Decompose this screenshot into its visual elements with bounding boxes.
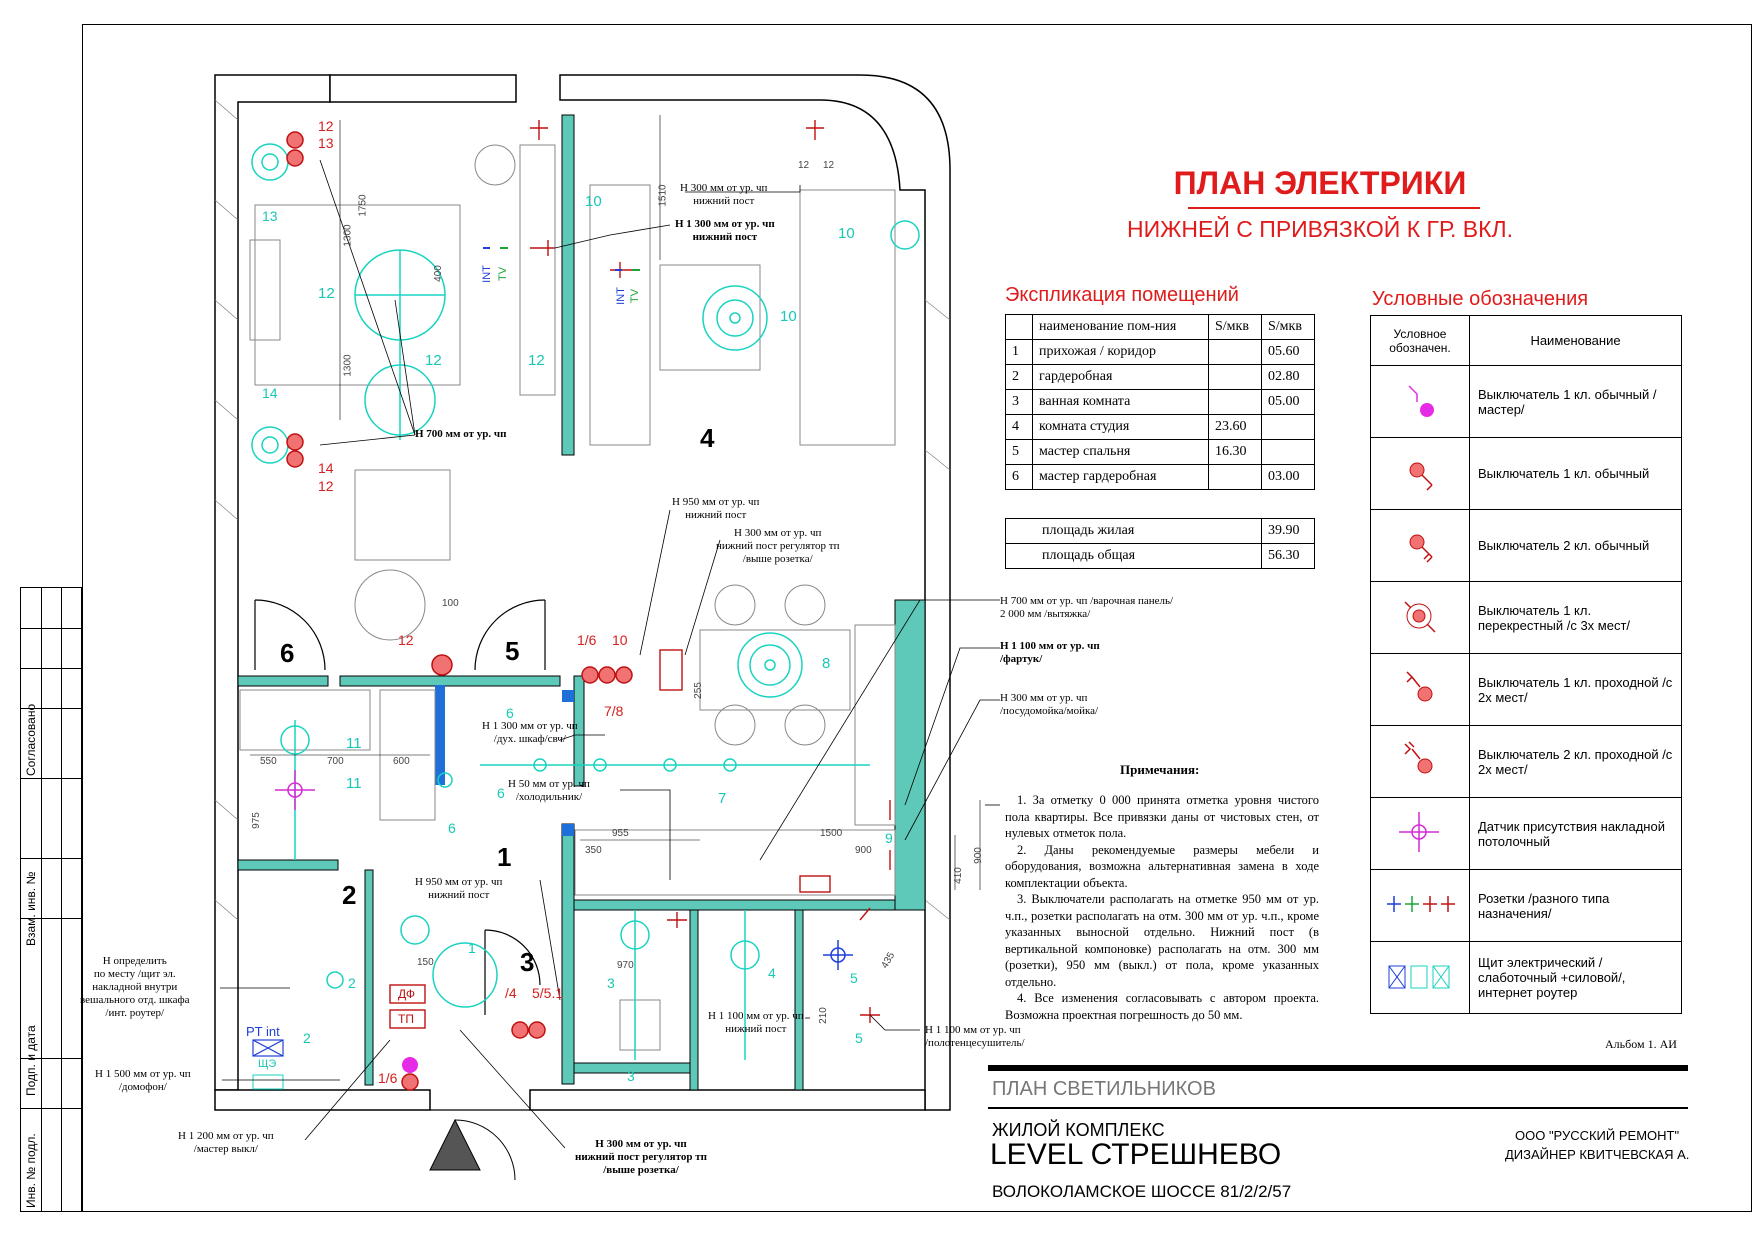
annotation: Н 1 300 мм от ур. чп /дух. шкаф/свч/: [482, 720, 578, 745]
panel-label: ЩЭ: [258, 1058, 277, 1070]
table-row: [1006, 465, 1315, 490]
group-label: 1/6: [577, 632, 597, 648]
socket-tv-label: TV: [629, 288, 642, 304]
room-number-3: 3: [520, 947, 535, 977]
notes-heading: Примечания:: [1120, 762, 1200, 777]
legend-row: [1371, 366, 1682, 438]
socket-label: ТП: [398, 1012, 414, 1026]
row-no: 4: [1006, 415, 1033, 440]
fixture-label: 13: [262, 208, 278, 224]
dimension: 435: [879, 950, 898, 971]
fixture-label: 2: [348, 975, 356, 991]
row-no: 2: [1006, 365, 1033, 390]
legend-name: Выключатель 2 кл. обычный: [1470, 510, 1682, 582]
legend-table: [1370, 315, 1682, 1014]
row-no: 6: [1006, 465, 1033, 490]
annotation: Н 50 мм от ур. чп /холодильник/: [508, 778, 590, 803]
legend-row: [1371, 582, 1682, 654]
sockets-icon: [1371, 870, 1470, 942]
legend-name: Выключатель 1 кл. проходной /с 2х мест/: [1470, 654, 1682, 726]
annotation: Н 300 мм от ур. чп нижний пост регулятор тп /выше розетка/: [575, 1138, 707, 1176]
row-name: мастер гардеробная: [1033, 465, 1209, 490]
dimension: 900: [972, 847, 984, 864]
annotation: Н 1 500 мм от ур. чп /домофон/: [95, 1068, 191, 1093]
explication-table: [1005, 314, 1315, 490]
dimension: 600: [393, 756, 410, 767]
annotation: Н 300 мм от ур. чп нижний пост регулятор тп /выше розетка/: [716, 527, 840, 565]
fixture-label: 6: [497, 785, 505, 801]
legend-name: Выключатель 1 кл. обычный: [1470, 438, 1682, 510]
dimension: 255: [692, 682, 704, 699]
total-label: площадь жилая: [1006, 519, 1262, 544]
dimension: 550: [260, 756, 277, 767]
dimension: 400: [432, 265, 444, 282]
row-s2: [1262, 415, 1315, 440]
legend-name: Датчик присутствия накладной потолочный: [1470, 798, 1682, 870]
note-item: 4. Все изменения согласовывать с автором проекта. Возможна проектная погрешность до 50 мм.: [1005, 991, 1319, 1022]
dimension: 970: [617, 960, 634, 971]
note-item: 2. Даны рекомендуемые размеры мебели и оборудования, возможна альтернативная замена в ходе комплектации объекта.: [1005, 842, 1319, 890]
group-label: 7/8: [604, 703, 624, 719]
explication-col-s1: S/мкв: [1209, 315, 1262, 340]
legend-header-row: [1371, 316, 1682, 366]
fixture-label: 11: [346, 775, 362, 792]
table-row: [1006, 415, 1315, 440]
explication-col-no: [1006, 315, 1033, 340]
fixture-label: 10: [585, 193, 602, 210]
annotation: Н 950 мм от ур. чп нижний пост: [672, 496, 760, 521]
legend-name: Розетки /разного типа назначения/: [1470, 870, 1682, 942]
legend-name: Выключатель 1 кл. перекрестный /с 3х мест/: [1470, 582, 1682, 654]
panel-icon: [1371, 942, 1470, 1014]
dimension: 12: [798, 160, 810, 171]
row-s2: 05.60: [1262, 340, 1315, 365]
fixture-label: 8: [822, 655, 831, 672]
group-label: 1/6: [378, 1070, 398, 1086]
row-name: комната студия: [1033, 415, 1209, 440]
row-s1: [1209, 365, 1262, 390]
total-value: 39.90: [1262, 519, 1315, 544]
row-s1: [1209, 340, 1262, 365]
fixture-label: 5: [855, 1030, 863, 1046]
legend-heading: Условные обозначения: [1372, 288, 1589, 310]
annotation: Н 1 100 мм от ур. чп /фартук/: [1000, 640, 1100, 665]
row-s1: 23.60: [1209, 415, 1262, 440]
dimension: 900: [855, 845, 872, 856]
switch-cross-icon: [1371, 582, 1470, 654]
room-number-4: 4: [700, 423, 715, 453]
explication-col-name: наименование пом-ния: [1033, 315, 1209, 340]
switch-master-icon: [1371, 366, 1470, 438]
fixture-label: 12: [425, 352, 442, 369]
annotation: Н 1 300 мм от ур. чп нижний пост: [675, 218, 775, 243]
socket-label: ДФ: [398, 987, 415, 1001]
legend-row: [1371, 438, 1682, 510]
switch-pass-2-icon: [1371, 726, 1470, 798]
table-row: [1006, 519, 1315, 544]
annotation: Н 300 мм от ур. чп /посудомойка/мойка/: [1000, 692, 1099, 717]
explication-col-s2: S/мкв: [1262, 315, 1315, 340]
group-label: 12: [318, 478, 334, 494]
fixture-label: 1: [468, 940, 476, 956]
fixture-label: 9: [885, 830, 893, 846]
row-no: 3: [1006, 390, 1033, 415]
explication-header-row: [1006, 315, 1315, 340]
dimension: 1750: [357, 194, 369, 217]
row-s1: [1209, 465, 1262, 490]
complex-label: ЖИЛОЙ КОМПЛЕКС: [992, 1120, 1165, 1140]
room-number-6: 6: [280, 638, 295, 668]
stamp-agreed: Согласовано: [24, 703, 38, 776]
group-label: 10: [612, 632, 628, 648]
explication-heading: Экспликация помещений: [1005, 284, 1239, 306]
legend-col-symbol: Условное обозначен.: [1371, 316, 1470, 366]
annotation: Н 1 100 мм от ур. чп нижний пост: [708, 1010, 804, 1035]
album-label: Альбом 1. АИ: [1605, 1037, 1677, 1051]
switch-2-icon: [1371, 510, 1470, 582]
page-subtitle: НИЖНЕЙ С ПРИВЯЗКОЙ К ГР. ВКЛ.: [1127, 216, 1513, 242]
legend-row: [1371, 870, 1682, 942]
fixture-label: 12: [528, 352, 545, 369]
group-label: 12: [318, 118, 334, 134]
stamp-inv-orig: Инв. № подл.: [24, 1133, 38, 1208]
annotation: Н 950 мм от ур. чп нижний пост: [415, 876, 503, 901]
fixture-label: 10: [780, 308, 797, 325]
designer-name: ДИЗАЙНЕР КВИТЧЕВСКАЯ А.: [1505, 1147, 1690, 1162]
fixture-label: 11: [346, 735, 362, 752]
legend-name: Выключатель 1 кл. обычный /мастер/: [1470, 366, 1682, 438]
title-block-bar: [988, 1065, 1688, 1071]
group-label: 12: [398, 632, 414, 648]
fixture-label: 7: [718, 790, 727, 807]
table-row: [1006, 340, 1315, 365]
fixture-label: 3: [607, 975, 615, 991]
sheet-name: ПЛАН СВЕТИЛЬНИКОВ: [992, 1078, 1216, 1100]
room-number-5: 5: [505, 636, 520, 666]
legend-row: [1371, 798, 1682, 870]
notes-body: [1005, 792, 1319, 1023]
dimension: 1500: [820, 828, 843, 839]
note-item: 1. За отметку 0 000 принята отметка уровня чистого пола квартиры. Все привязки даны от чистовых стен, от нулевых отметок пола.: [1005, 793, 1319, 840]
room-number-2: 2: [342, 880, 357, 910]
dimension: 410: [952, 867, 964, 884]
row-s2: 02.80: [1262, 365, 1315, 390]
dimension: 975: [250, 812, 262, 829]
row-name: мастер спальня: [1033, 440, 1209, 465]
total-value: 56.30: [1262, 544, 1315, 569]
row-s1: 16.30: [1209, 440, 1262, 465]
socket-int-label: INT: [614, 287, 627, 305]
fixture-label: 5: [850, 970, 858, 986]
room-number-1: 1: [497, 842, 512, 872]
socket-int-label: INT: [480, 265, 493, 283]
title-block-line: [988, 1107, 1688, 1109]
dimension: 350: [585, 845, 602, 856]
area-totals-table: [1005, 518, 1315, 569]
legend-name: Выключатель 2 кл. проходной /с 2х мест/: [1470, 726, 1682, 798]
row-no: 1: [1006, 340, 1033, 365]
company-name: ООО "РУССКИЙ РЕМОНТ": [1515, 1128, 1680, 1143]
row-s2: [1262, 440, 1315, 465]
dimension: 1300: [342, 224, 354, 247]
project-name: LEVEL СТРЕШНЕВО: [990, 1138, 1282, 1171]
row-name: ванная комната: [1033, 390, 1209, 415]
address: ВОЛОКОЛАМСКОЕ ШОССЕ 81/2/2/57: [992, 1182, 1292, 1201]
stamp-replace-inv: Взам. инв. №: [24, 871, 38, 946]
row-name: прихожая / коридор: [1033, 340, 1209, 365]
legend-row: [1371, 942, 1682, 1014]
presence-sensor-icon: [1371, 798, 1470, 870]
table-row: [1006, 440, 1315, 465]
switch-pass-1-icon: [1371, 654, 1470, 726]
dimension: 210: [817, 1007, 829, 1024]
annotation: Н 1 100 мм от ур. чп /полотенцесушитель/: [925, 1024, 1025, 1049]
row-name: гардеробная: [1033, 365, 1209, 390]
legend-row: [1371, 654, 1682, 726]
fixture-label: 6: [506, 705, 514, 721]
note-item: 3. Выключатели располагать на отметке 950 мм от ур. ч.п., розетки располагать на отм. 300 мм от ур. ч.п., кроме указанных выносной отдельно. Нижний пост (в вертикальной компоновке) располагать на отм. 300 мм (розетки), 950 мм (выкл.) от пола, кроме указанных отдельно.: [1005, 892, 1319, 989]
fixture-label: 14: [262, 385, 278, 401]
dimension: 700: [327, 756, 344, 767]
fixture-label: 12: [318, 285, 335, 302]
fixture-label: 2: [303, 1030, 311, 1046]
row-s1: [1209, 390, 1262, 415]
stamp-sign-date: Подп. и дата: [24, 1025, 38, 1096]
dimension: 1510: [657, 184, 669, 207]
panel-label: PT int: [246, 1024, 280, 1039]
annotation: Н 300 мм от ур. чп нижний пост: [680, 182, 768, 207]
legend-col-name: Наименование: [1470, 316, 1682, 366]
total-label: площадь общая: [1006, 544, 1262, 569]
row-s2: 03.00: [1262, 465, 1315, 490]
page-title: ПЛАН ЭЛЕКТРИКИ: [1173, 165, 1467, 201]
dimension: 100: [442, 598, 459, 609]
row-no: 5: [1006, 440, 1033, 465]
fixture-label: 6: [448, 820, 456, 836]
fixture-label: 3: [627, 1068, 635, 1084]
legend-row: [1371, 510, 1682, 582]
group-label: /4: [505, 985, 517, 1001]
group-label: 5/5.1: [532, 985, 564, 1001]
row-s2: 05.00: [1262, 390, 1315, 415]
fixture-label: 4: [768, 965, 776, 981]
table-row: [1006, 365, 1315, 390]
annotation: Н 700 мм от ур. чп: [415, 428, 507, 440]
table-row: [1006, 390, 1315, 415]
legend-row: [1371, 726, 1682, 798]
group-label: 14: [318, 460, 334, 476]
dimension: 1300: [342, 354, 354, 377]
annotation: Н определить по месту /щит эл. накладной внутри вешального отд. шкафа /инт. роутер/: [80, 955, 190, 1019]
annotation: Н 700 мм от ур. чп /варочная панель/ 2 000 мм /вытяжка/: [1000, 595, 1174, 620]
dimension: 150: [417, 957, 434, 968]
socket-tv-label: TV: [497, 266, 510, 282]
dimension: 955: [612, 828, 629, 839]
dimension: 12: [823, 160, 835, 171]
annotation: Н 1 200 мм от ур. чп /мастер выкл/: [178, 1130, 274, 1155]
switch-1-icon: [1371, 438, 1470, 510]
group-label: 13: [318, 135, 334, 151]
table-row: [1006, 544, 1315, 569]
fixture-label: 10: [838, 225, 855, 242]
legend-name: Щит электрический /слаботочный +силовой/, интернет роутер: [1470, 942, 1682, 1014]
